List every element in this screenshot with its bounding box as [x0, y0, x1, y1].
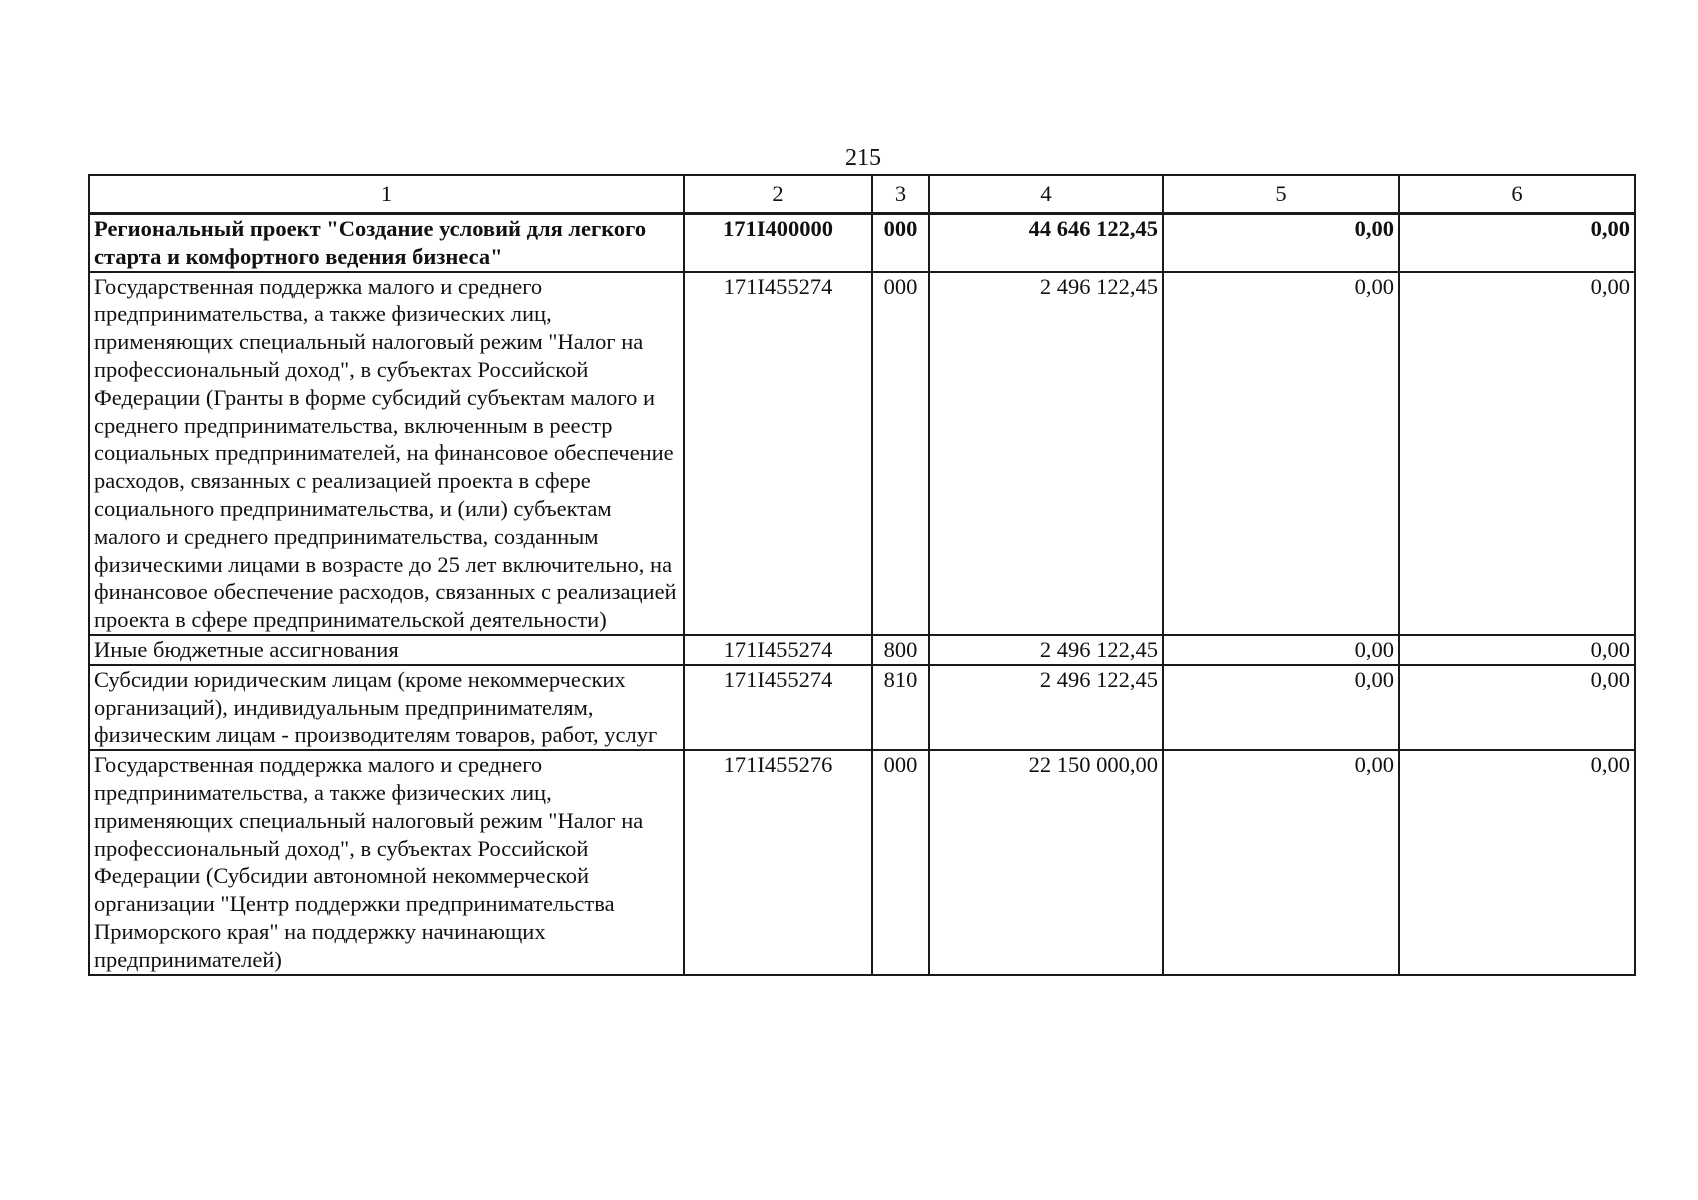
col-header-5: 5: [1163, 175, 1399, 214]
row-sum-col6: 0,00: [1399, 665, 1635, 750]
table-row: [89, 635, 1635, 665]
row-expense-type: 000: [872, 272, 929, 635]
row-expense-type: 810: [872, 665, 929, 750]
row-code: 171I400000: [684, 214, 872, 272]
col-header-6: 6: [1399, 175, 1635, 214]
row-sum-col4: 44 646 122,45: [929, 214, 1163, 272]
table-row: [89, 750, 1635, 974]
row-sum-col6: 0,00: [1399, 272, 1635, 635]
row-sum-col6: 0,00: [1399, 635, 1635, 665]
table-row: [89, 214, 1635, 272]
row-expense-type: 000: [872, 214, 929, 272]
row-sum-col5: 0,00: [1163, 272, 1399, 635]
header-row: [89, 175, 1635, 214]
col-header-2: 2: [684, 175, 872, 214]
row-sum-col6: 0,00: [1399, 214, 1635, 272]
table-row: [89, 272, 1635, 635]
row-sum-col5: 0,00: [1163, 665, 1399, 750]
row-sum-col4: 2 496 122,45: [929, 272, 1163, 635]
page-number: 215: [845, 145, 881, 171]
col-header-1: 1: [89, 175, 684, 214]
row-code: 171I455274: [684, 665, 872, 750]
row-sum-col5: 0,00: [1163, 214, 1399, 272]
row-name: Региональный проект "Создание условий для легкого старта и комфортного ведения бизнеса": [89, 214, 684, 272]
row-expense-type: 800: [872, 635, 929, 665]
col-header-4: 4: [929, 175, 1163, 214]
col-header-3: 3: [872, 175, 929, 214]
row-code: 171I455276: [684, 750, 872, 974]
row-sum-col4: 2 496 122,45: [929, 635, 1163, 665]
row-name: Государственная поддержка малого и среднего предпринимательства, а также физических лиц, применяющих специальный налоговый режим "Налог на профессиональный доход", в субъектах Российской Федерации (Субсидии автономной некоммерческой организации "Центр поддержки предпринимательства Приморского края" на поддержку начинающих предпринимателей): [89, 750, 684, 974]
row-sum-col5: 0,00: [1163, 635, 1399, 665]
table-row: [89, 665, 1635, 750]
row-name: Государственная поддержка малого и среднего предпринимательства, а также физических лиц, применяющих специальный налоговый режим "Налог на профессиональный доход", в субъектах Российской Федерации (Гранты в форме субсидий субъектам малого и среднего предпринимательства, включенным в реестр социальных предпринимателей, на финансовое обеспечение расходов, связанных с реализацией проекта в сфере социального предпринимательства, и (или) субъектам малого и среднего предпринимательства, созданным физическими лицами в возрасте до 25 лет включительно, на финансовое обеспечение расходов, связанных с реализацией проекта в сфере предпринимательской деятельности): [89, 272, 684, 635]
row-expense-type: 000: [872, 750, 929, 974]
row-code: 171I455274: [684, 272, 872, 635]
row-name: Иные бюджетные ассигнования: [89, 635, 684, 665]
row-sum-col4: 2 496 122,45: [929, 665, 1163, 750]
row-sum-col5: 0,00: [1163, 750, 1399, 974]
budget-table: [88, 174, 1636, 976]
row-code: 171I455274: [684, 635, 872, 665]
row-sum-col6: 0,00: [1399, 750, 1635, 974]
row-sum-col4: 22 150 000,00: [929, 750, 1163, 974]
row-name: Субсидии юридическим лицам (кроме некоммерческих организаций), индивидуальным предпринимателям, физическим лицам - производителям товаров, работ, услуг: [89, 665, 684, 750]
